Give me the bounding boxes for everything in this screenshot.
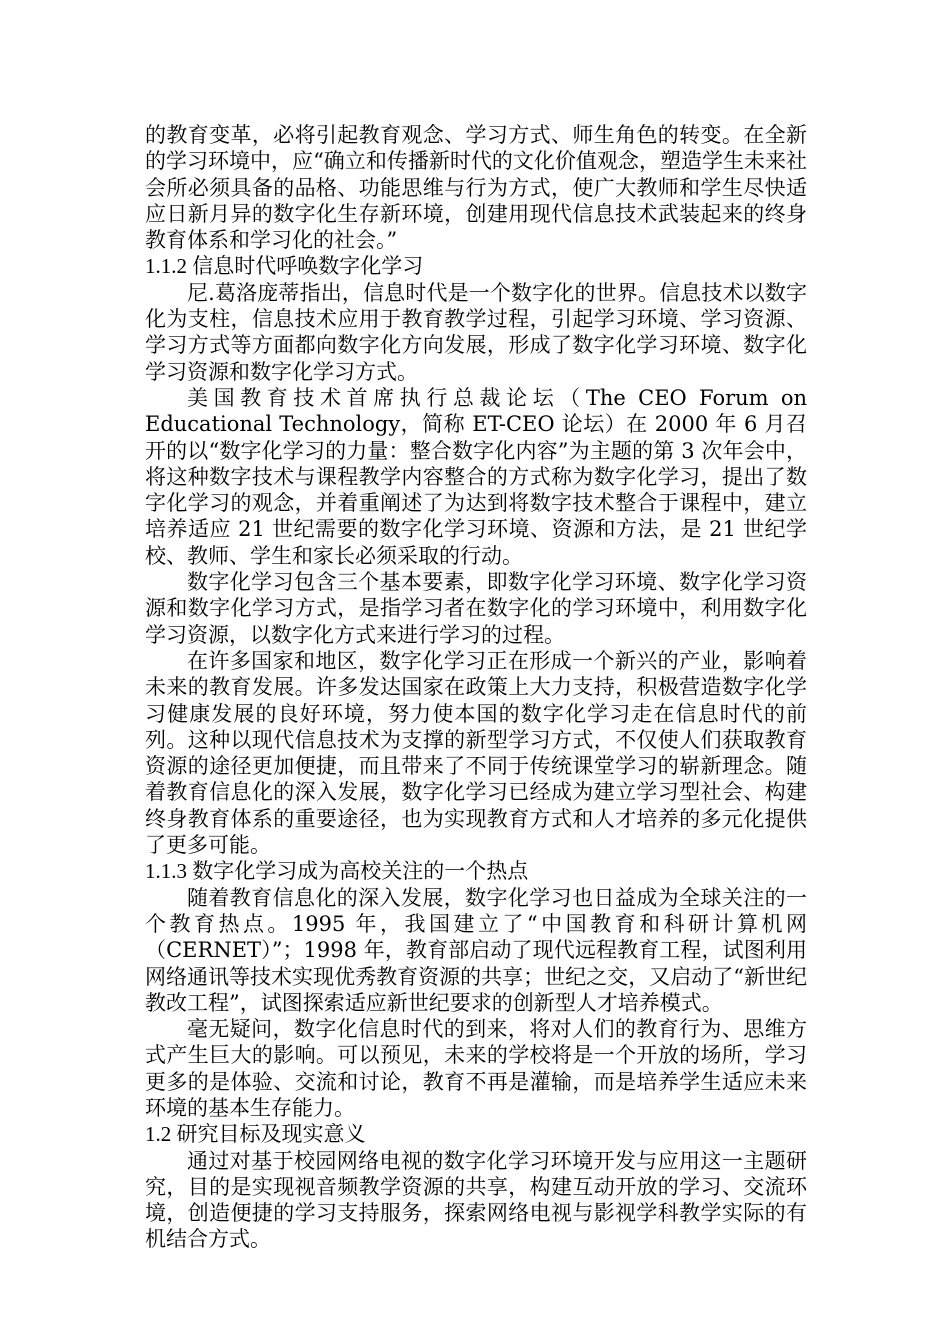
paragraph-three-elements: 数字化学习包含三个基本要素，即数字化学习环境、数字化学习资源和数字化学习方式，是指学习者在数字化的学习环境中，利用数字化学习资源，以数字化方式来进行学习的过程。 bbox=[145, 570, 807, 647]
paragraph-ceo-forum: 美国教育技术首席执行总裁论坛（The CEO Forum on Educational Technology，简称 ET-CEO 论坛）在 2000 年 6 月召开的以“数字化学习的力量：整合数字化内容”为主题的第 3 次年会中，将这种数字技术与课程教学内容整合的方式称为数字化学习，提出了数字化学习的观念，并着重阐述了为达到将数字技术整合于课程中，建立培养适应 21 世纪需要的数字化学习环境、资源和方法，是 21 世纪学校、教师、学生和家长必须采取的行动。 bbox=[145, 385, 807, 568]
paragraph-industry: 在许多国家和地区，数字化学习正在形成一个新兴的产业，影响着未来的教育发展。许多发达国家在政策上大力支持，积极营造数字化学习健康发展的良好环境，努力使本国的数字化学习走在信息时代的前列。这种以现代信息技术为支撑的新型学习方式，不仅使人们获取教育资源的途径更加便捷，而且带来了不同于传统课堂学习的崭新理念。随着教育信息化的深入发展，数字化学习已经成为建立学习型社会、构建终身教育体系的重要途径，也为实现教育方式和人才培养的多元化提供了更多可能。 bbox=[145, 648, 807, 858]
paragraph-no-doubt: 毫无疑问，数字化信息时代的到来，将对人们的教育行为、思维方式产生巨大的影响。可以预见，未来的学校将是一个开放的场所，学习更多的是体验、交流和讨论，教育不再是灌输，而是培养学生适应未来环境的基本生存能力。 bbox=[145, 1017, 807, 1120]
section-heading-1-1-3: 1.1.3 数字化学习成为高校关注的一个热点 bbox=[145, 859, 529, 884]
document-page bbox=[145, 122, 807, 1253]
paragraph-negroponte: 尼.葛洛庞蒂指出，信息时代是一个数字化的世界。信息技术以数字化为支柱，信息技术应用于教育教学过程，引起学习环境、学习资源、学习方式等方面都向数字化方向发展，形成了数字化学习环境、数字化学习资源和数字化学习方式。 bbox=[145, 280, 807, 384]
paragraph-cernet: 随着教育信息化的深入发展，数字化学习也日益成为全球关注的一个教育热点。1995 年，我国建立了“中国教育和科研计算机网（CERNET）”；1998 年，教育部启动了现代远程教育工程，试图利用网络通讯等技术实现优秀教育资源的共享；世纪之交，又启动了“新世纪教改工程”，试图探索适应新世纪要求的创新型人才培养模式。 bbox=[145, 885, 807, 1015]
paragraph-intro-continuation: 的教育变革，必将引起教育观念、学习方式、师生角色的转变。在全新的学习环境中，应“确立和传播新时代的文化价值观念，塑造学生未来社会所必须具备的品格、功能思维与行为方式，使广大教师和学生尽快适应日新月异的数字化生存新环境，创建用现代信息技术武装起来的终身教育体系和学习化的社会。” bbox=[145, 123, 807, 253]
section-heading-1-2: 1.2 研究目标及现实意义 bbox=[145, 1122, 366, 1147]
paragraph-research-goal: 通过对基于校园网络电视的数字化学习环境开发与应用这一主题研究，目的是实现视音频教学资源的共享，构建互动开放的学习、交流环境，创造便捷的学习支持服务，探索网络电视与影视学科教学实际的有机结合方式。 bbox=[145, 1148, 807, 1252]
section-heading-1-1-2: 1.1.2 信息时代呼唤数字化学习 bbox=[145, 254, 424, 279]
